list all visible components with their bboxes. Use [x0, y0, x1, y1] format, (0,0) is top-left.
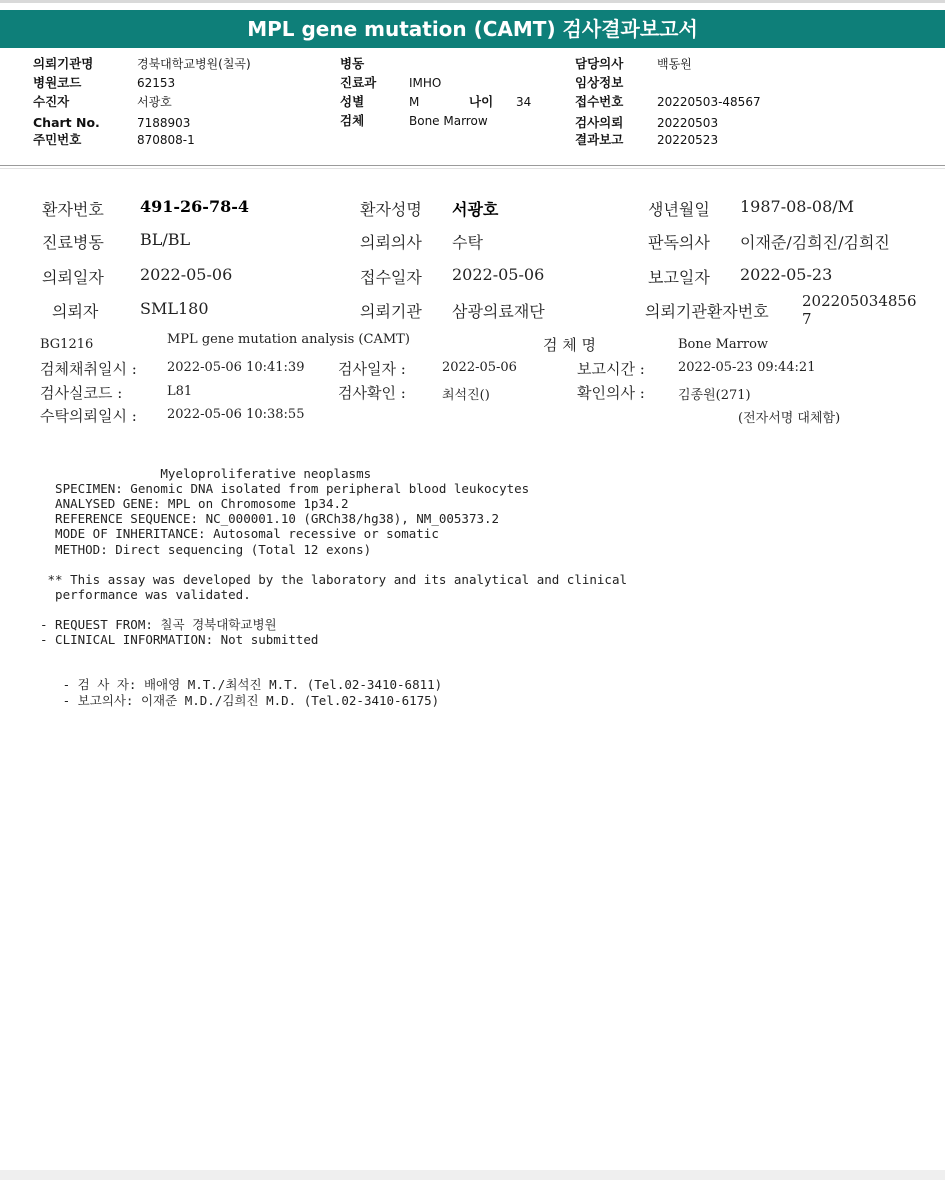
e-signature-note: (전자서명 대체함) [738, 411, 841, 426]
patient-value-request-date: 2022-05-06 [140, 265, 233, 284]
header-label-resident-no: 주민번호 [33, 132, 82, 147]
header-label-chart-no: Chart No. [33, 115, 100, 130]
header-label-examinee: 수진자 [33, 94, 70, 109]
patient-label-ward: 진료병동 [42, 233, 104, 252]
header-label-ward: 병동 [340, 56, 365, 71]
patient-label-receipt-date: 접수일자 [360, 268, 422, 287]
collect-time-label: 검체채취일시 : [40, 360, 137, 378]
patient-value-birth: 1987-08-08/M [740, 197, 855, 216]
patient-label-requester: 의뢰자 [52, 302, 99, 321]
header-label-physician: 담당의사 [575, 56, 624, 71]
specimen-value: Bone Marrow [678, 337, 769, 352]
header-value-physician: 백동원 [657, 57, 692, 71]
patient-label-name: 환자성명 [360, 200, 422, 219]
header-value-chart-no: 7188903 [137, 116, 191, 130]
patient-label-birth: 생년월일 [648, 200, 710, 219]
patient-label-reading-doctor: 판독의사 [648, 233, 710, 252]
patient-value-name: 서광호 [452, 200, 499, 219]
collect-time-value: 2022-05-06 10:41:39 [167, 360, 305, 375]
header-label-age: 나이 [469, 94, 494, 109]
patient-value-institution-patient-no: 202205034856 [802, 292, 917, 310]
report-line: - CLINICAL INFORMATION: Not submitted [40, 632, 319, 648]
patient-label-requesting-institution: 의뢰기관 [360, 302, 422, 321]
patient-value-report-date: 2022-05-23 [740, 265, 833, 284]
report-line: ANALYSED GENE: MPL on Chromosome 1p34.2 [40, 496, 349, 512]
test-confirm-label: 검사확인 : [338, 384, 406, 402]
report-line: - 보고의사: 이재준 M.D./김희진 M.D. (Tel.02-3410-6175) [40, 692, 440, 708]
report-line: - REQUEST FROM: 칠곡 경북대학교병원 [40, 617, 277, 632]
header-value-request-date: 20220503 [657, 116, 719, 130]
header-value-specimen: Bone Marrow [409, 114, 488, 128]
report-title: MPL gene mutation (CAMT) 검사결과보고서 [0, 10, 945, 48]
patient-value-institution-patient-no-cont: 7 [802, 310, 812, 328]
test-confirm-value: 최석진() [442, 388, 490, 403]
lab-code-value: L81 [167, 384, 193, 399]
header-label-hospital-code: 병원코드 [33, 75, 82, 90]
confirm-doctor-value: 김종원(271) [678, 388, 751, 403]
lab-code-label: 검사실코드 : [40, 384, 123, 402]
report-line: MODE OF INHERITANCE: Autosomal recessive or somatic [40, 526, 439, 542]
header-value-institution: 경북대학교병원(칠곡) [137, 57, 251, 71]
test-date-label: 검사일자 : [338, 360, 406, 378]
header-value-department: IMHO [409, 76, 442, 90]
test-name: MPL gene mutation analysis (CAMT) [167, 332, 410, 347]
header-label-receipt-no: 접수번호 [575, 94, 624, 109]
header-divider-shadow [0, 168, 945, 169]
header-value-resident-no: 870808-1 [137, 133, 195, 147]
header-value-receipt-no: 20220503-48567 [657, 95, 761, 109]
header-value-sex: M [409, 95, 420, 109]
report-line: performance was validated. [40, 586, 251, 602]
report-line: - 검 사 자: 배애영 M.T./최석진 M.T. (Tel.02-3410-6811) [40, 677, 443, 693]
patient-label-request-date: 의뢰일자 [42, 268, 104, 287]
header-value-examinee: 서광호 [137, 95, 172, 109]
patient-value-requester: SML180 [140, 299, 209, 318]
report-line: REFERENCE SEQUENCE: NC_000001.10 (GRCh38/hg38), NM_005373.2 [40, 511, 500, 527]
specimen-label: 검 체 명 [543, 336, 597, 354]
consign-time-value: 2022-05-06 10:38:55 [167, 407, 305, 422]
patient-label-id: 환자번호 [42, 200, 104, 219]
consign-time-label: 수탁의뢰일시 : [40, 407, 137, 425]
patient-label-requesting-doctor: 의뢰의사 [360, 233, 422, 252]
header-value-result-report: 20220523 [657, 133, 719, 147]
header-label-sex: 성별 [340, 94, 365, 109]
report-time-label: 보고시간 : [577, 360, 645, 378]
patient-value-id: 491-26-78-4 [140, 197, 249, 216]
patient-value-requesting-institution: 삼광의료재단 [452, 302, 545, 321]
header-divider [0, 165, 945, 166]
test-code: BG1216 [40, 337, 94, 352]
report-line: SPECIMEN: Genomic DNA isolated from peripheral blood leukocytes [40, 481, 530, 497]
patient-value-receipt-date: 2022-05-06 [452, 265, 545, 284]
bottom-border [0, 1170, 945, 1180]
report-time-value: 2022-05-23 09:44:21 [678, 360, 816, 375]
patient-label-report-date: 보고일자 [648, 268, 710, 287]
patient-value-ward: BL/BL [140, 230, 191, 249]
header-label-request-date: 검사의뢰 [575, 115, 624, 130]
header-value-age: 34 [516, 95, 532, 109]
patient-value-requesting-doctor: 수탁 [452, 233, 483, 252]
header-label-specimen: 검체 [340, 113, 365, 128]
report-line: Myeloproliferative neoplasms [40, 466, 372, 481]
header-label-result-report: 결과보고 [575, 132, 624, 147]
patient-value-reading-doctor: 이재준/김희진/김희진 [740, 233, 890, 252]
header-label-institution: 의뢰기관명 [33, 56, 94, 71]
header-label-clinical-info: 임상정보 [575, 75, 624, 90]
patient-label-institution-patient-no: 의뢰기관환자번호 [645, 302, 769, 321]
confirm-doctor-label: 확인의사 : [577, 384, 645, 402]
header-label-department: 진료과 [340, 75, 377, 90]
report-line: ** This assay was developed by the laboratory and its analytical and clinical [40, 571, 627, 587]
header-value-hospital-code: 62153 [137, 76, 176, 90]
test-date-value: 2022-05-06 [442, 360, 517, 375]
top-border [0, 0, 945, 3]
report-line: METHOD: Direct sequencing (Total 12 exons) [40, 541, 372, 557]
